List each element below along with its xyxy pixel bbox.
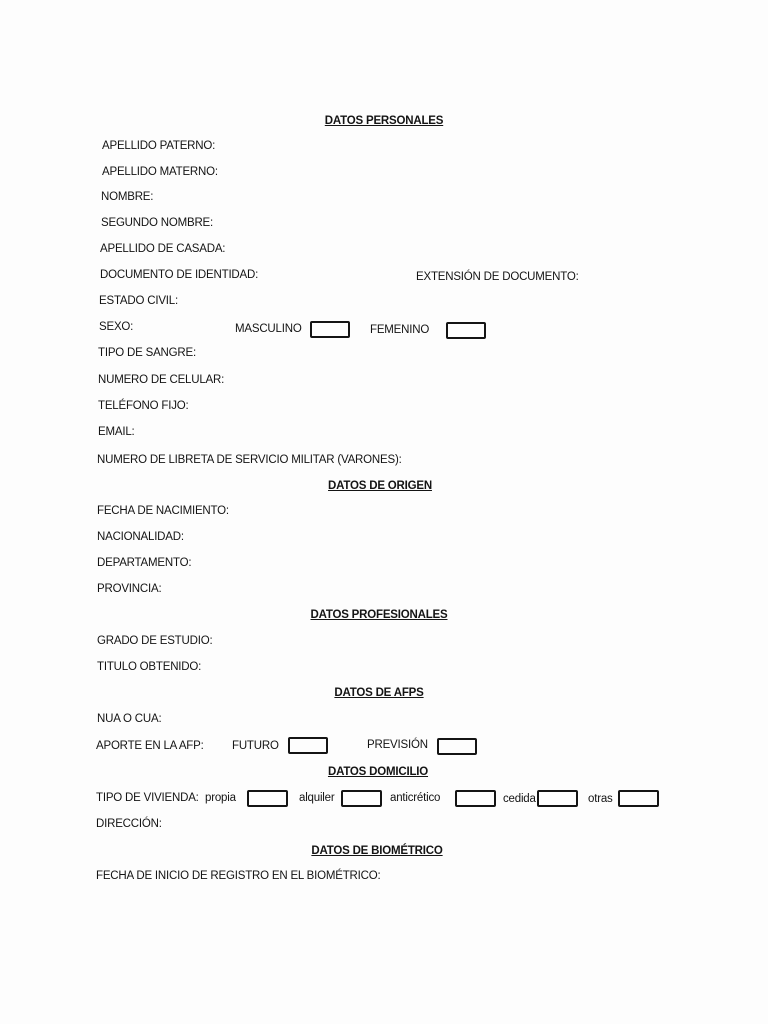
label-segundo-nombre: SEGUNDO NOMBRE: (101, 217, 214, 229)
label-nacionalidad: NACIONALIDAD: (97, 531, 184, 543)
label-aporte-afp: APORTE EN LA AFP: (96, 740, 204, 752)
label-estado-civil: ESTADO CIVIL: (99, 295, 178, 307)
label-alquiler: alquiler (299, 792, 335, 804)
section-heading-profesionales: DATOS PROFESIONALES (310, 609, 448, 621)
section-heading-domicilio: DATOS DOMICILIO (327, 766, 429, 778)
label-fecha-inicio-biometrico: FECHA DE INICIO DE REGISTRO EN EL BIOMÉTRICO: (96, 870, 381, 882)
label-documento-identidad: DOCUMENTO DE IDENTIDAD: (100, 269, 259, 281)
label-apellido-paterno: APELLIDO PATERNO: (102, 140, 216, 152)
checkbox-masculino[interactable] (310, 321, 350, 338)
label-nombre: NOMBRE: (101, 191, 154, 203)
label-tipo-sangre: TIPO DE SANGRE: (98, 347, 196, 359)
label-propia: propia (205, 792, 236, 804)
label-departamento: DEPARTAMENTO: (97, 557, 192, 569)
section-heading-biometrico: DATOS DE BIOMÉTRICO (311, 845, 443, 857)
label-nua-cua: NUA O CUA: (97, 713, 162, 725)
label-futuro: FUTURO (232, 740, 279, 752)
label-masculino: MASCULINO (235, 323, 302, 335)
label-fecha-nacimiento: FECHA DE NACIMIENTO: (97, 505, 229, 517)
label-grado-estudio: GRADO DE ESTUDIO: (97, 635, 213, 647)
section-heading-origen: DATOS DE ORIGEN (328, 480, 432, 492)
label-libreta-militar: NUMERO DE LIBRETA DE SERVICIO MILITAR (VARONES): (97, 454, 402, 466)
label-cedida: cedida (503, 793, 536, 805)
label-anticretico: anticrético (390, 792, 441, 804)
checkbox-anticretico[interactable] (455, 790, 496, 807)
label-apellido-casada: APELLIDO DE CASADA: (100, 243, 226, 255)
checkbox-femenino[interactable] (446, 322, 486, 339)
checkbox-prevision[interactable] (437, 738, 477, 755)
label-apellido-materno: APELLIDO MATERNO: (102, 166, 218, 178)
label-sexo: SEXO: (99, 321, 134, 333)
label-otras: otras (588, 793, 613, 805)
label-celular: NUMERO DE CELULAR: (98, 374, 225, 386)
checkbox-otras[interactable] (618, 790, 659, 807)
label-prevision: PREVISIÓN (367, 739, 428, 751)
label-telefono-fijo: TELÉFONO FIJO: (98, 400, 189, 412)
checkbox-alquiler[interactable] (341, 790, 382, 807)
label-extension-documento: EXTENSIÓN DE DOCUMENTO: (416, 271, 579, 283)
label-titulo-obtenido: TITULO OBTENIDO: (97, 661, 202, 673)
checkbox-propia[interactable] (247, 790, 288, 807)
section-heading-afps: DATOS DE AFPS (334, 687, 424, 699)
label-email: EMAIL: (98, 426, 135, 438)
checkbox-futuro[interactable] (288, 737, 328, 754)
label-provincia: PROVINCIA: (97, 583, 162, 595)
section-heading-personal: DATOS PERSONALES (324, 115, 444, 127)
label-tipo-vivienda: TIPO DE VIVIENDA: (96, 792, 199, 804)
label-femenino: FEMENINO (370, 324, 430, 336)
checkbox-cedida[interactable] (537, 790, 578, 807)
label-direccion: DIRECCIÓN: (96, 818, 162, 830)
